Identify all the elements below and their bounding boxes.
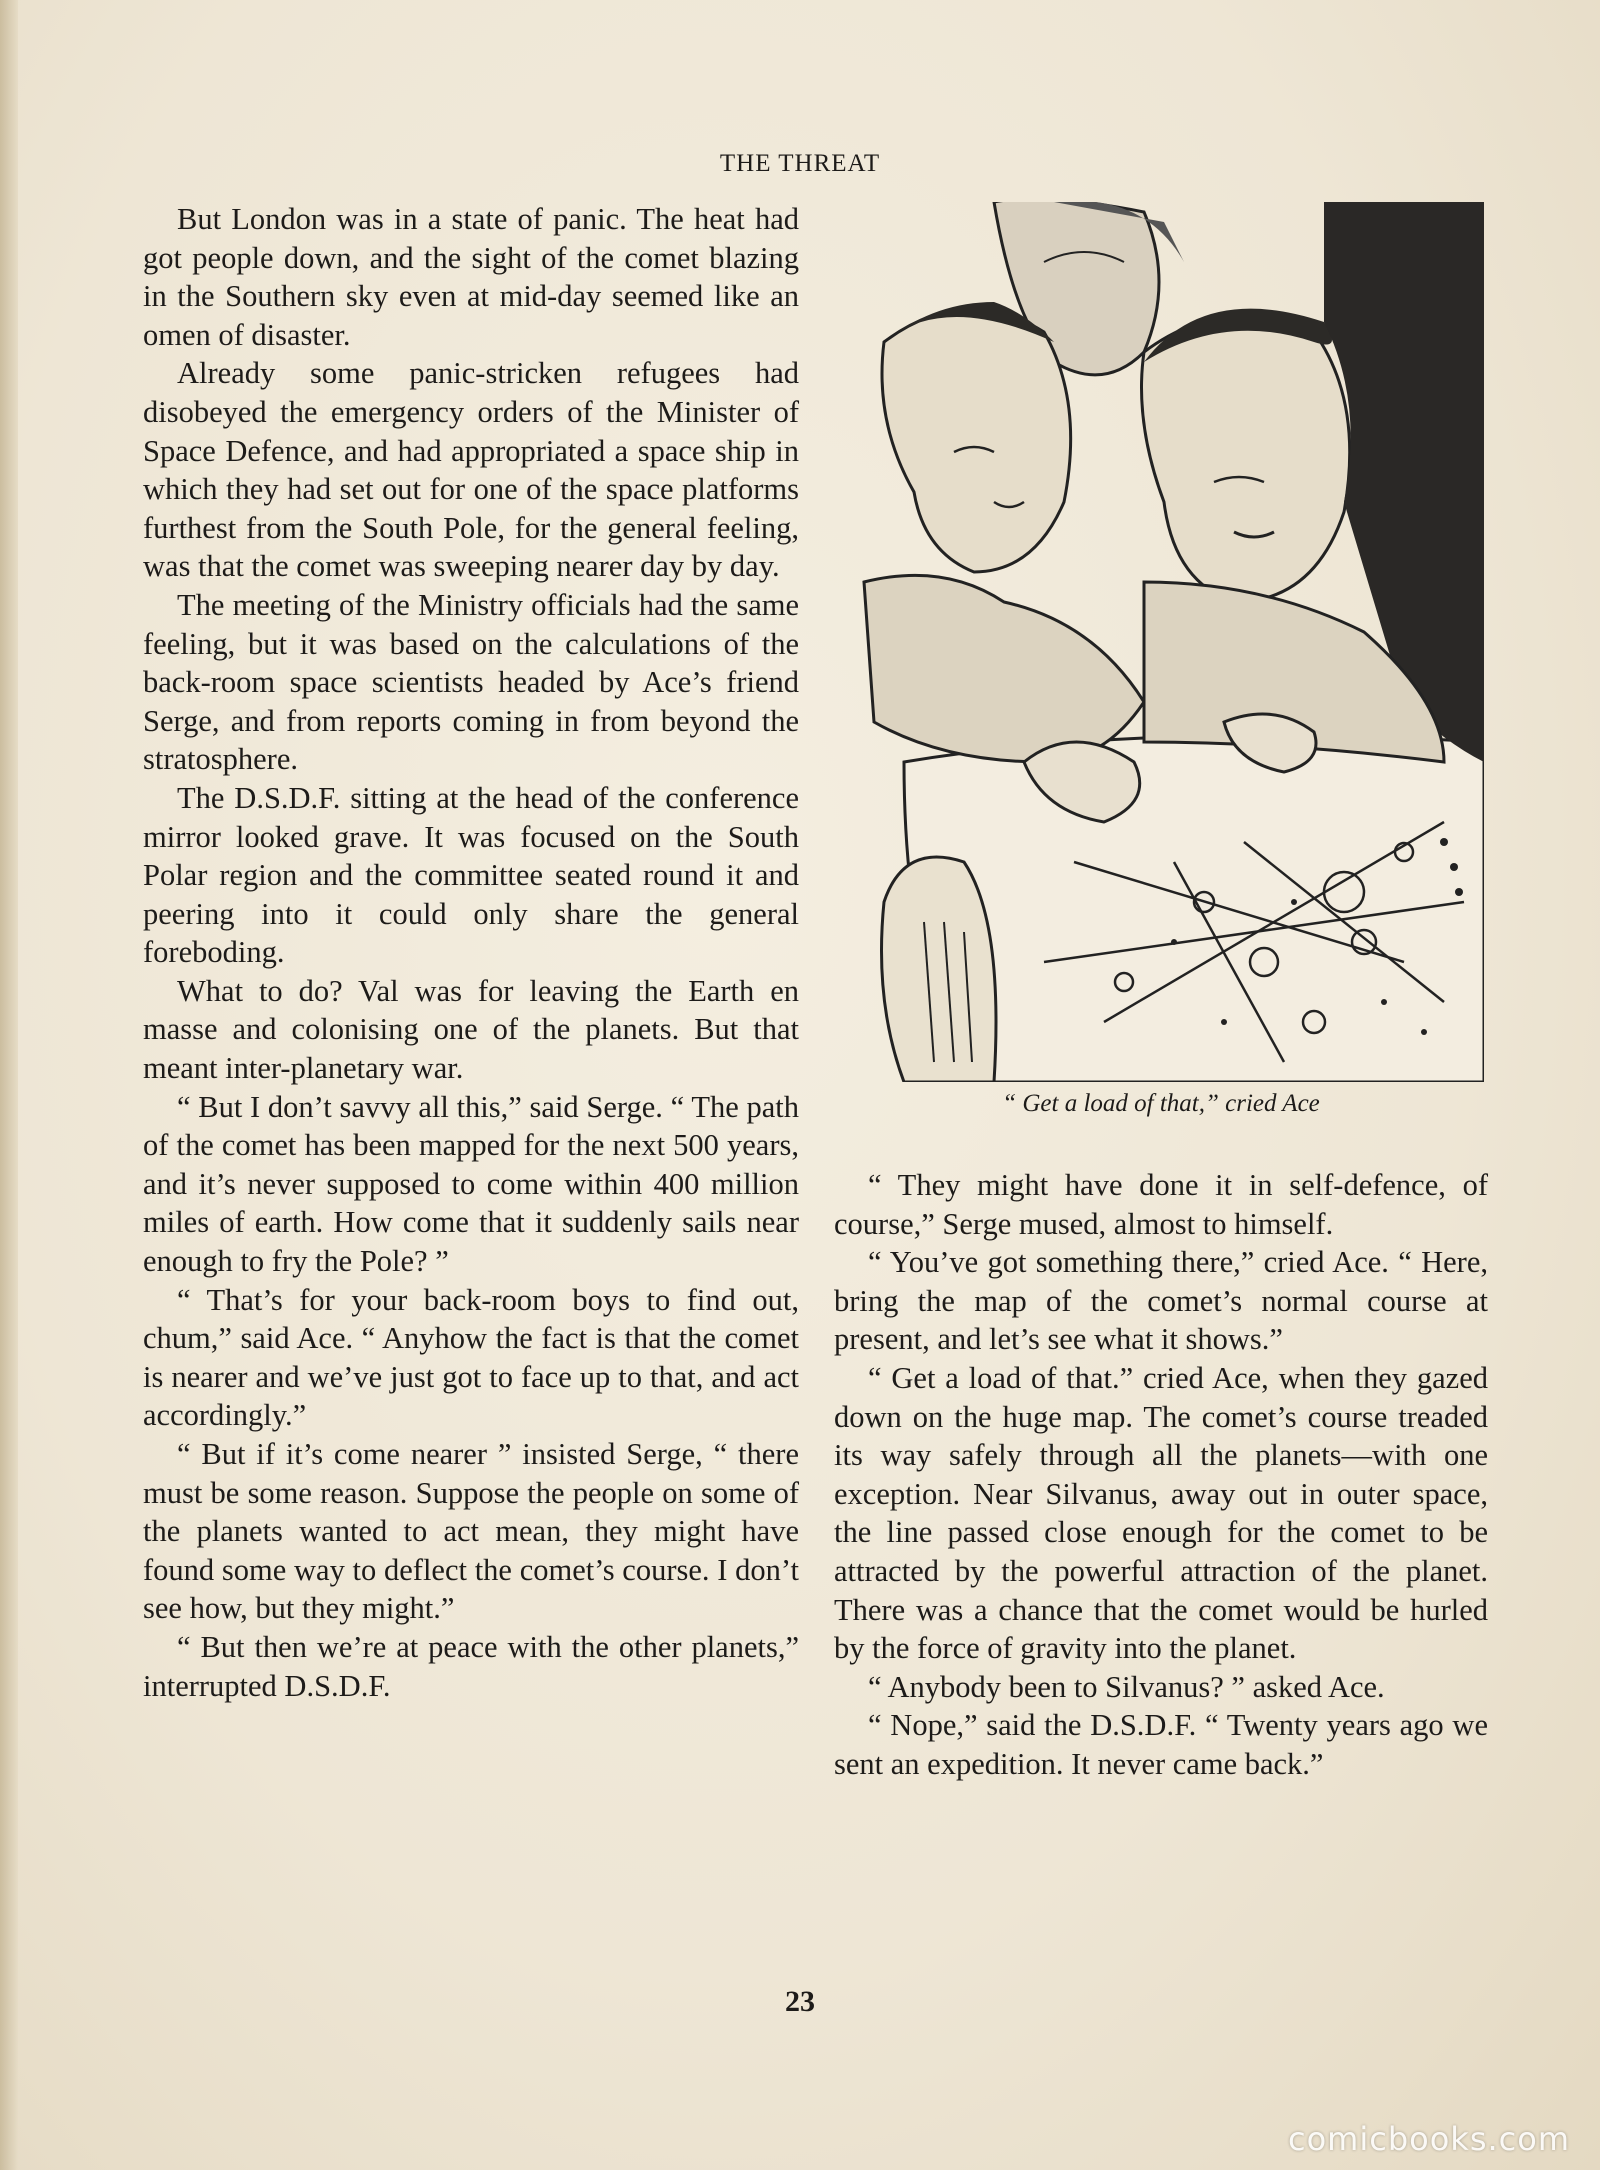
paragraph: “ But I don’t savvy all this,” said Serge. “ The path of the comet has been mapped for the next 500 years, and it’s never supposed to come within 400 million miles of earth. How come that it suddenly sails near enough to fry the Pole? ” [143, 1089, 799, 1279]
paragraph: “ But if it’s come nearer ” insisted Serge, “ there must be some reason. Suppose the people on some of the planets wanted to act mean, they might have found some way to deflect the comet’s course. I don’t see how, but they might.” [143, 1437, 799, 1626]
paragraph: “ That’s for your back-room boys to find out, chum,” said Ace. “ Anyhow the fact is that the comet is nearer and we’ve just got to face up to that, and act accordingly.” [143, 1282, 799, 1433]
illustration-ace-serge-val-map [844, 202, 1484, 1082]
paragraph: “ Get a load of that.” cried Ace, when they gazed down on the huge map. The comet’s course treaded its way safely through all the planets—with one exception. Near Silvanus, away out in outer space, the line passed close enough for the comet to be attracted by the powerful attraction of the planet. There was a chance that the comet would be hurled by the force of gravity into the planet. [834, 1360, 1488, 1666]
paragraph: The meeting of the Ministry officials had the same feeling, but it was based on the calculations of the back-room space scientists headed by Ace’s friend Serge, and from reports coming in from beyond the stratosphere. [143, 587, 799, 777]
paragraph: “ You’ve got something there,” cried Ace. “ Here, bring the map of the comet’s normal course at present, and let’s see what it shows.” [834, 1245, 1488, 1357]
paragraph: “ But then we’re at peace with the other planets,” interrupted D.S.D.F. [143, 1629, 799, 1703]
paragraph: “ Nope,” said the D.S.D.F. “ Twenty years ago we sent an expedition. It never came back.” [834, 1708, 1488, 1781]
left-text-column [143, 200, 799, 1705]
page-binding-shadow [0, 0, 18, 2170]
paragraph: “ Anybody been to Silvanus? ” asked Ace. [868, 1669, 1385, 1704]
paragraph: What to do? Val was for leaving the Earth en masse and colonising one of the planets. But that meant inter-planetary war. [143, 973, 799, 1086]
paragraph: Already some panic-stricken refugees had disobeyed the emergency orders of the Minister of Space Defence, and had appropriated a space ship in which they had set out for one of the space platforms furthest from the South Pole, for the general feeling, was that the comet was sweeping nearer day by day. [143, 356, 799, 584]
page-number: 23 [785, 1985, 815, 2018]
right-text-column [834, 1166, 1488, 1784]
paragraph: But London was in a state of panic. The heat had got people down, and the sight of the comet blazing in the Southern sky even at mid-day seemed like an omen of disaster. [143, 202, 799, 352]
running-head: THE THREAT [719, 150, 881, 177]
paragraph: The D.S.D.F. sitting at the head of the conference mirror looked grave. It was focused on the South Polar region and the committee seated round it and peering into it could only share the general foreboding. [143, 780, 799, 970]
illustration-caption: “ Get a load of that,” cried Ace [1002, 1090, 1320, 1117]
paragraph: “ They might have done it in self-defence, of course,” Serge mused, almost to himself. [834, 1168, 1488, 1241]
watermark: comicbooks.com [1287, 2120, 1570, 2158]
